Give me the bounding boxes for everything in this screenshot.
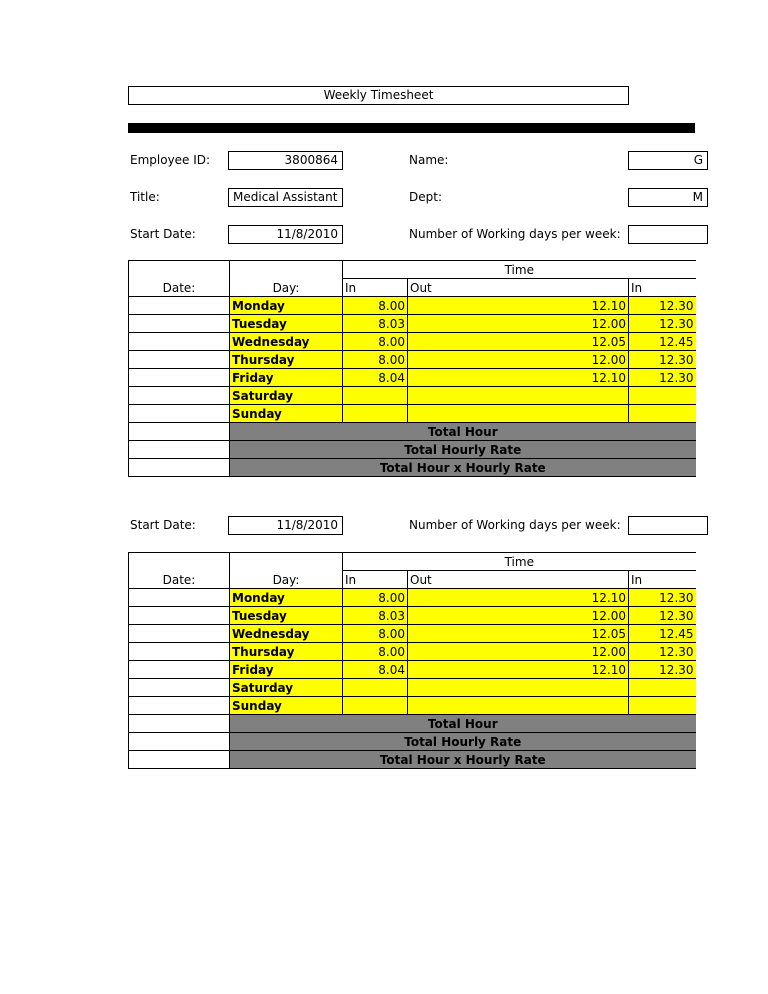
working-days-label: Number of Working days per week: bbox=[409, 227, 621, 241]
date-cell[interactable] bbox=[129, 405, 230, 423]
in2-cell[interactable]: 12.45 bbox=[629, 333, 696, 351]
out-cell[interactable]: 12.10 bbox=[408, 297, 629, 315]
table-row bbox=[129, 351, 696, 369]
out-cell[interactable]: 12.00 bbox=[408, 607, 629, 625]
out-cell[interactable]: 12.00 bbox=[408, 351, 629, 369]
in-cell[interactable]: 8.03 bbox=[343, 607, 408, 625]
date-cell[interactable] bbox=[129, 715, 230, 733]
table-row bbox=[129, 661, 696, 679]
day-cell: Thursday bbox=[230, 643, 343, 661]
date-cell[interactable] bbox=[129, 333, 230, 351]
total-hour-label: Total Hour bbox=[230, 423, 696, 441]
in2-cell[interactable]: 12.45 bbox=[629, 625, 696, 643]
in-cell[interactable] bbox=[343, 679, 408, 697]
date-cell[interactable] bbox=[129, 441, 230, 459]
out-cell[interactable]: 12.00 bbox=[408, 643, 629, 661]
in-cell[interactable]: 8.00 bbox=[343, 625, 408, 643]
in-header: In bbox=[343, 279, 408, 297]
total-hour-x-rate-label: Total Hour x Hourly Rate bbox=[230, 459, 696, 477]
out-cell[interactable]: 12.05 bbox=[408, 625, 629, 643]
header-divider-bar bbox=[128, 123, 695, 133]
date-header: Date: bbox=[129, 553, 230, 589]
day-cell: Wednesday bbox=[230, 625, 343, 643]
day-cell: Sunday bbox=[230, 697, 343, 715]
out-cell[interactable] bbox=[408, 697, 629, 715]
table-row bbox=[129, 697, 696, 715]
day-cell: Monday bbox=[230, 589, 343, 607]
date-cell[interactable] bbox=[129, 387, 230, 405]
date-cell[interactable] bbox=[129, 643, 230, 661]
out-cell[interactable] bbox=[408, 387, 629, 405]
total-hourly-rate-label: Total Hourly Rate bbox=[230, 733, 696, 751]
table-row bbox=[129, 679, 696, 697]
in-cell[interactable]: 8.00 bbox=[343, 643, 408, 661]
total-row bbox=[129, 751, 696, 769]
start-date-label: Start Date: bbox=[130, 227, 196, 241]
in-cell[interactable]: 8.04 bbox=[343, 661, 408, 679]
date-cell[interactable] bbox=[129, 625, 230, 643]
in-cell[interactable]: 8.00 bbox=[343, 589, 408, 607]
date-cell[interactable] bbox=[129, 369, 230, 387]
in2-cell[interactable]: 12.30 bbox=[629, 607, 696, 625]
table-row bbox=[129, 643, 696, 661]
in2-cell[interactable]: 12.30 bbox=[629, 315, 696, 333]
total-hour-label: Total Hour bbox=[230, 715, 696, 733]
timesheet-table bbox=[128, 552, 696, 769]
name-label: Name: bbox=[409, 153, 449, 167]
in-cell[interactable] bbox=[343, 697, 408, 715]
total-row bbox=[129, 733, 696, 751]
in2-cell[interactable] bbox=[629, 697, 696, 715]
working-days-field[interactable] bbox=[628, 516, 708, 535]
time-header: Time bbox=[343, 553, 696, 571]
table-row bbox=[129, 333, 696, 351]
date-header: Date: bbox=[129, 261, 230, 297]
day-cell: Tuesday bbox=[230, 607, 343, 625]
date-cell[interactable] bbox=[129, 661, 230, 679]
out-cell[interactable]: 12.10 bbox=[408, 369, 629, 387]
start-date-field[interactable]: 11/8/2010 bbox=[228, 516, 343, 535]
date-cell[interactable] bbox=[129, 297, 230, 315]
day-cell: Friday bbox=[230, 661, 343, 679]
title-label: Title: bbox=[130, 190, 160, 204]
out-cell[interactable] bbox=[408, 405, 629, 423]
day-cell: Monday bbox=[230, 297, 343, 315]
in2-cell[interactable]: 12.30 bbox=[629, 661, 696, 679]
out-cell[interactable]: 12.05 bbox=[408, 333, 629, 351]
table-row bbox=[129, 589, 696, 607]
day-cell: Saturday bbox=[230, 679, 343, 697]
total-hourly-rate-label: Total Hourly Rate bbox=[230, 441, 696, 459]
date-cell[interactable] bbox=[129, 679, 230, 697]
day-cell: Tuesday bbox=[230, 315, 343, 333]
working-days-label: Number of Working days per week: bbox=[409, 518, 621, 532]
in2-cell[interactable]: 12.30 bbox=[629, 643, 696, 661]
in2-header: In bbox=[629, 571, 696, 589]
table-row bbox=[129, 405, 696, 423]
dept-field[interactable]: M bbox=[628, 188, 708, 207]
out-cell[interactable]: 12.10 bbox=[408, 589, 629, 607]
in-cell[interactable]: 8.00 bbox=[343, 297, 408, 315]
dept-label: Dept: bbox=[409, 190, 442, 204]
out-header: Out bbox=[408, 571, 629, 589]
time-header: Time bbox=[343, 261, 696, 279]
in-cell[interactable]: 8.03 bbox=[343, 315, 408, 333]
day-header: Day: bbox=[230, 261, 343, 297]
day-cell: Wednesday bbox=[230, 333, 343, 351]
total-row bbox=[129, 715, 696, 733]
date-cell[interactable] bbox=[129, 607, 230, 625]
date-cell[interactable] bbox=[129, 751, 230, 769]
date-cell[interactable] bbox=[129, 459, 230, 477]
date-cell[interactable] bbox=[129, 423, 230, 441]
timesheet-title: Weekly Timesheet bbox=[128, 86, 629, 105]
day-cell: Thursday bbox=[230, 351, 343, 369]
in-cell[interactable]: 8.04 bbox=[343, 369, 408, 387]
day-cell: Friday bbox=[230, 369, 343, 387]
in2-cell[interactable]: 12.30 bbox=[629, 589, 696, 607]
day-cell: Saturday bbox=[230, 387, 343, 405]
in2-cell[interactable]: 12.30 bbox=[629, 297, 696, 315]
in2-cell[interactable]: 12.30 bbox=[629, 351, 696, 369]
total-hour-x-rate-label: Total Hour x Hourly Rate bbox=[230, 751, 696, 769]
date-cell[interactable] bbox=[129, 351, 230, 369]
day-cell: Sunday bbox=[230, 405, 343, 423]
date-cell[interactable] bbox=[129, 589, 230, 607]
in-header: In bbox=[343, 571, 408, 589]
table-row bbox=[129, 315, 696, 333]
in2-cell[interactable] bbox=[629, 679, 696, 697]
total-row bbox=[129, 459, 696, 477]
date-cell[interactable] bbox=[129, 315, 230, 333]
out-cell[interactable]: 12.10 bbox=[408, 661, 629, 679]
employee-id-label: Employee ID: bbox=[130, 153, 211, 167]
table-row bbox=[129, 625, 696, 643]
in2-cell[interactable]: 12.30 bbox=[629, 369, 696, 387]
out-cell[interactable]: 12.00 bbox=[408, 315, 629, 333]
in-cell[interactable] bbox=[343, 387, 408, 405]
date-cell[interactable] bbox=[129, 697, 230, 715]
in-cell[interactable] bbox=[343, 405, 408, 423]
start-date-field[interactable]: 11/8/2010 bbox=[228, 225, 343, 244]
timesheet-table bbox=[128, 260, 696, 477]
table-row bbox=[129, 369, 696, 387]
table-row bbox=[129, 297, 696, 315]
employee-id-field[interactable]: 3800864 bbox=[228, 151, 343, 170]
table-row bbox=[129, 607, 696, 625]
total-row bbox=[129, 423, 696, 441]
in2-header: In bbox=[629, 279, 696, 297]
start-date-label: Start Date: bbox=[130, 518, 196, 532]
in2-cell[interactable] bbox=[629, 405, 696, 423]
working-days-field[interactable] bbox=[628, 225, 708, 244]
total-row bbox=[129, 441, 696, 459]
in2-cell[interactable] bbox=[629, 387, 696, 405]
day-header: Day: bbox=[230, 553, 343, 589]
name-field[interactable]: G bbox=[628, 151, 708, 170]
in-cell[interactable]: 8.00 bbox=[343, 333, 408, 351]
job-title-field[interactable]: Medical Assistant bbox=[228, 188, 343, 207]
out-cell[interactable] bbox=[408, 679, 629, 697]
table-row bbox=[129, 387, 696, 405]
out-header: Out bbox=[408, 279, 629, 297]
in-cell[interactable]: 8.00 bbox=[343, 351, 408, 369]
date-cell[interactable] bbox=[129, 733, 230, 751]
